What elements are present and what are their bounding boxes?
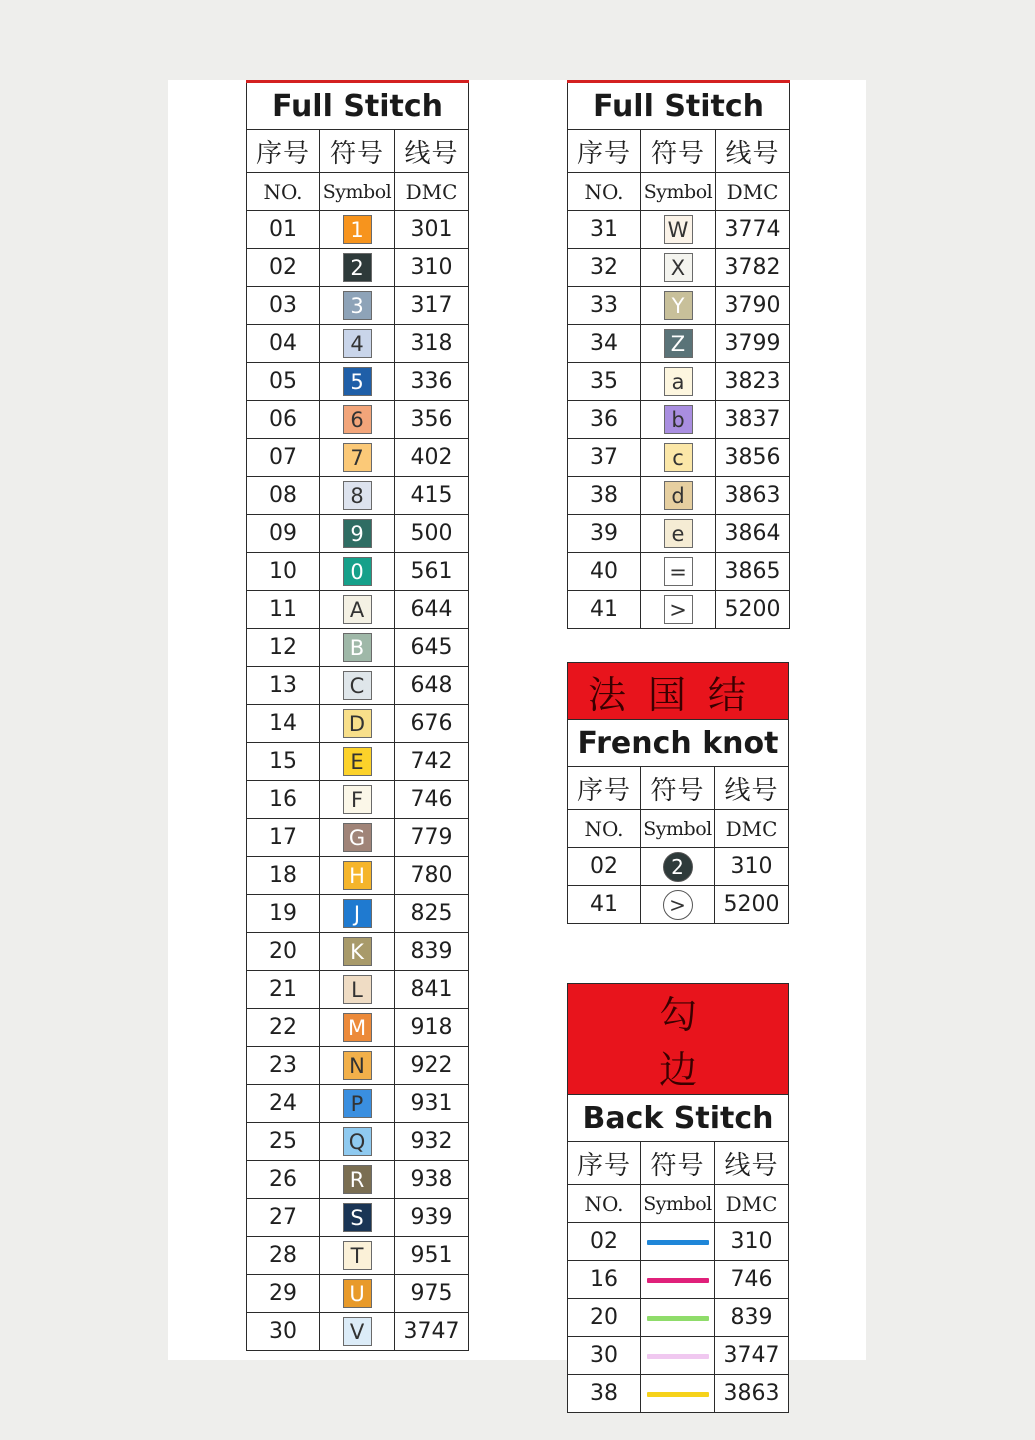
table-row bbox=[568, 848, 789, 886]
table-row bbox=[247, 477, 469, 515]
row-symbol-cell bbox=[320, 1237, 395, 1275]
row-symbol-cell bbox=[320, 287, 395, 325]
row-dmc: 839 bbox=[395, 933, 469, 971]
row-number: 02 bbox=[568, 1223, 641, 1261]
row-symbol-cell bbox=[320, 1161, 395, 1199]
row-dmc: 939 bbox=[395, 1199, 469, 1237]
symbol-swatch: U bbox=[343, 1279, 372, 1308]
row-number: 16 bbox=[247, 781, 320, 819]
row-number: 32 bbox=[568, 249, 641, 287]
header-symbol-cn: 符号 bbox=[320, 130, 395, 173]
symbol-swatch: L bbox=[343, 975, 372, 1004]
row-dmc: 779 bbox=[395, 819, 469, 857]
table-row bbox=[247, 857, 469, 895]
header-symbol-en: Symbol bbox=[641, 173, 716, 211]
row-number: 29 bbox=[247, 1275, 320, 1313]
header-dmc-cn: 线号 bbox=[715, 767, 789, 810]
row-dmc: 336 bbox=[395, 363, 469, 401]
table-row bbox=[568, 325, 790, 363]
row-number: 03 bbox=[247, 287, 320, 325]
table-row bbox=[247, 1237, 469, 1275]
table-row bbox=[568, 553, 790, 591]
row-dmc: 310 bbox=[715, 848, 789, 886]
row-number: 19 bbox=[247, 895, 320, 933]
row-dmc: 3823 bbox=[716, 363, 790, 401]
symbol-swatch: Q bbox=[343, 1127, 372, 1156]
symbol-swatch: A bbox=[343, 595, 372, 624]
row-symbol-cell bbox=[320, 1313, 395, 1351]
symbol-swatch: 3 bbox=[343, 291, 372, 320]
row-number: 30 bbox=[568, 1337, 641, 1375]
symbol-swatch: P bbox=[343, 1089, 372, 1118]
table-row bbox=[247, 553, 469, 591]
symbol-swatch: X bbox=[664, 253, 693, 282]
row-symbol-cell bbox=[320, 591, 395, 629]
table-title: Full Stitch bbox=[568, 82, 790, 130]
row-number: 02 bbox=[568, 848, 641, 886]
row-number: 38 bbox=[568, 1375, 641, 1413]
row-dmc: 951 bbox=[395, 1237, 469, 1275]
row-number: 11 bbox=[247, 591, 320, 629]
row-number: 20 bbox=[568, 1299, 641, 1337]
row-symbol-cell bbox=[320, 553, 395, 591]
row-symbol-cell bbox=[320, 249, 395, 287]
symbol-swatch: > bbox=[664, 595, 693, 624]
row-dmc: 301 bbox=[395, 211, 469, 249]
symbol-swatch: 5 bbox=[343, 367, 372, 396]
row-symbol-cell bbox=[641, 401, 716, 439]
row-dmc: 3865 bbox=[716, 553, 790, 591]
row-line-cell bbox=[641, 1299, 715, 1337]
row-number: 36 bbox=[568, 401, 641, 439]
header-dmc-en: DMC bbox=[395, 173, 469, 211]
row-symbol-cell bbox=[641, 477, 716, 515]
row-dmc: 310 bbox=[715, 1223, 789, 1261]
table-row bbox=[247, 971, 469, 1009]
row-number: 39 bbox=[568, 515, 641, 553]
row-symbol-cell bbox=[320, 933, 395, 971]
header-dmc-en: DMC bbox=[716, 173, 790, 211]
row-number: 05 bbox=[247, 363, 320, 401]
table-row bbox=[568, 439, 790, 477]
row-symbol-cell bbox=[641, 363, 716, 401]
row-symbol-cell bbox=[320, 211, 395, 249]
table-row bbox=[247, 249, 469, 287]
symbol-swatch: K bbox=[343, 937, 372, 966]
symbol-swatch: F bbox=[343, 785, 372, 814]
table-row bbox=[247, 363, 469, 401]
table-row bbox=[247, 895, 469, 933]
symbol-swatch: H bbox=[343, 861, 372, 890]
table-row bbox=[247, 1275, 469, 1313]
row-number: 10 bbox=[247, 553, 320, 591]
table-row bbox=[247, 743, 469, 781]
row-number: 21 bbox=[247, 971, 320, 1009]
row-symbol-cell bbox=[320, 325, 395, 363]
symbol-swatch: E bbox=[343, 747, 372, 776]
row-dmc: 500 bbox=[395, 515, 469, 553]
table-row bbox=[247, 591, 469, 629]
header-no-cn: 序号 bbox=[568, 767, 641, 810]
row-dmc: 676 bbox=[395, 705, 469, 743]
row-symbol-cell bbox=[641, 211, 716, 249]
row-symbol-cell bbox=[641, 553, 716, 591]
symbol-swatch: e bbox=[664, 519, 693, 548]
row-number: 23 bbox=[247, 1047, 320, 1085]
symbol-swatch: V bbox=[343, 1317, 372, 1346]
back-stitch-title-cn: 勾边 bbox=[568, 984, 789, 1095]
row-symbol-cell bbox=[641, 848, 715, 886]
header-dmc-cn: 线号 bbox=[716, 130, 790, 173]
row-symbol-cell bbox=[320, 895, 395, 933]
header-no-cn: 序号 bbox=[247, 130, 320, 173]
symbol-swatch: N bbox=[343, 1051, 372, 1080]
row-dmc: 3856 bbox=[716, 439, 790, 477]
row-symbol-cell bbox=[320, 1009, 395, 1047]
header-no-cn: 序号 bbox=[568, 130, 641, 173]
row-dmc: 5200 bbox=[716, 591, 790, 629]
back-stitch-table bbox=[567, 983, 789, 1413]
row-number: 01 bbox=[247, 211, 320, 249]
row-symbol-cell bbox=[641, 325, 716, 363]
header-symbol-en: Symbol bbox=[641, 1185, 715, 1223]
header-symbol-cn: 符号 bbox=[641, 1142, 715, 1185]
header-no-en: NO. bbox=[568, 810, 641, 848]
symbol-swatch: 6 bbox=[343, 405, 372, 434]
row-number: 41 bbox=[568, 886, 641, 924]
header-symbol-cn: 符号 bbox=[641, 130, 716, 173]
header-symbol-en: Symbol bbox=[641, 810, 715, 848]
table-row bbox=[247, 1199, 469, 1237]
header-dmc-cn: 线号 bbox=[715, 1142, 789, 1185]
symbol-swatch: 8 bbox=[343, 481, 372, 510]
row-symbol-cell bbox=[641, 591, 716, 629]
row-number: 18 bbox=[247, 857, 320, 895]
row-dmc: 825 bbox=[395, 895, 469, 933]
table-row bbox=[568, 591, 790, 629]
row-dmc: 5200 bbox=[715, 886, 789, 924]
row-dmc: 841 bbox=[395, 971, 469, 1009]
stitch-line bbox=[647, 1278, 709, 1283]
symbol-swatch: G bbox=[343, 823, 372, 852]
header-dmc-cn: 线号 bbox=[395, 130, 469, 173]
symbol-swatch: 7 bbox=[343, 443, 372, 472]
row-symbol-cell bbox=[320, 819, 395, 857]
symbol-swatch: J bbox=[343, 899, 372, 928]
table-row bbox=[247, 211, 469, 249]
row-symbol-cell bbox=[641, 886, 715, 924]
table-row bbox=[247, 515, 469, 553]
knot-symbol: 2 bbox=[663, 852, 693, 882]
row-dmc: 780 bbox=[395, 857, 469, 895]
row-symbol-cell bbox=[320, 1047, 395, 1085]
table-row bbox=[247, 705, 469, 743]
row-symbol-cell bbox=[641, 287, 716, 325]
row-number: 22 bbox=[247, 1009, 320, 1047]
symbol-swatch: 4 bbox=[343, 329, 372, 358]
header-no-en: NO. bbox=[568, 173, 641, 211]
row-symbol-cell bbox=[320, 971, 395, 1009]
row-symbol-cell bbox=[320, 857, 395, 895]
row-dmc: 3863 bbox=[716, 477, 790, 515]
symbol-swatch: = bbox=[664, 557, 693, 586]
table-row bbox=[247, 1047, 469, 1085]
row-number: 25 bbox=[247, 1123, 320, 1161]
table-row bbox=[247, 1313, 469, 1351]
row-number: 17 bbox=[247, 819, 320, 857]
row-symbol-cell bbox=[320, 705, 395, 743]
row-number: 33 bbox=[568, 287, 641, 325]
row-number: 14 bbox=[247, 705, 320, 743]
symbol-swatch: R bbox=[343, 1165, 372, 1194]
symbol-swatch: B bbox=[343, 633, 372, 662]
symbol-swatch: 0 bbox=[343, 557, 372, 586]
row-dmc: 561 bbox=[395, 553, 469, 591]
row-dmc: 3747 bbox=[395, 1313, 469, 1351]
row-dmc: 415 bbox=[395, 477, 469, 515]
row-symbol-cell bbox=[320, 743, 395, 781]
row-symbol-cell bbox=[320, 477, 395, 515]
row-number: 04 bbox=[247, 325, 320, 363]
row-number: 28 bbox=[247, 1237, 320, 1275]
table-row bbox=[247, 667, 469, 705]
row-symbol-cell bbox=[320, 363, 395, 401]
row-dmc: 3799 bbox=[716, 325, 790, 363]
row-number: 09 bbox=[247, 515, 320, 553]
row-symbol-cell bbox=[320, 439, 395, 477]
row-line-cell bbox=[641, 1261, 715, 1299]
row-dmc: 310 bbox=[395, 249, 469, 287]
table-row bbox=[568, 515, 790, 553]
stitch-line bbox=[647, 1240, 709, 1245]
row-dmc: 3837 bbox=[716, 401, 790, 439]
table-row bbox=[247, 1161, 469, 1199]
row-number: 20 bbox=[247, 933, 320, 971]
header-no-en: NO. bbox=[247, 173, 320, 211]
row-dmc: 746 bbox=[395, 781, 469, 819]
row-symbol-cell bbox=[641, 249, 716, 287]
row-dmc: 318 bbox=[395, 325, 469, 363]
row-dmc: 746 bbox=[715, 1261, 789, 1299]
full-stitch-table-right bbox=[567, 80, 790, 629]
table-row bbox=[568, 287, 790, 325]
row-symbol-cell bbox=[320, 401, 395, 439]
row-number: 15 bbox=[247, 743, 320, 781]
row-dmc: 3782 bbox=[716, 249, 790, 287]
header-no-cn: 序号 bbox=[568, 1142, 641, 1185]
table-row bbox=[247, 1009, 469, 1047]
row-number: 30 bbox=[247, 1313, 320, 1351]
table-title: Full Stitch bbox=[247, 82, 469, 130]
header-symbol-en: Symbol bbox=[320, 173, 395, 211]
row-dmc: 918 bbox=[395, 1009, 469, 1047]
symbol-swatch: S bbox=[343, 1203, 372, 1232]
header-symbol-cn: 符号 bbox=[641, 767, 715, 810]
row-symbol-cell bbox=[641, 439, 716, 477]
knot-symbol: > bbox=[663, 890, 693, 920]
row-dmc: 356 bbox=[395, 401, 469, 439]
table-row bbox=[568, 249, 790, 287]
row-line-cell bbox=[641, 1337, 715, 1375]
row-symbol-cell bbox=[320, 1199, 395, 1237]
table-row bbox=[568, 1375, 789, 1413]
table-row bbox=[247, 629, 469, 667]
row-number: 02 bbox=[247, 249, 320, 287]
row-number: 06 bbox=[247, 401, 320, 439]
row-dmc: 742 bbox=[395, 743, 469, 781]
symbol-swatch: T bbox=[343, 1241, 372, 1270]
row-symbol-cell bbox=[320, 667, 395, 705]
row-number: 38 bbox=[568, 477, 641, 515]
row-dmc: 648 bbox=[395, 667, 469, 705]
row-dmc: 932 bbox=[395, 1123, 469, 1161]
symbol-swatch: c bbox=[664, 443, 693, 472]
symbol-swatch: b bbox=[664, 405, 693, 434]
row-dmc: 317 bbox=[395, 287, 469, 325]
table-row bbox=[568, 401, 790, 439]
table-row bbox=[247, 1085, 469, 1123]
row-symbol-cell bbox=[641, 515, 716, 553]
row-number: 31 bbox=[568, 211, 641, 249]
row-dmc: 922 bbox=[395, 1047, 469, 1085]
table-row bbox=[568, 211, 790, 249]
symbol-swatch: Y bbox=[664, 291, 693, 320]
table-row bbox=[247, 781, 469, 819]
row-number: 08 bbox=[247, 477, 320, 515]
row-dmc: 645 bbox=[395, 629, 469, 667]
back-stitch-title-en: Back Stitch bbox=[568, 1095, 789, 1142]
row-dmc: 931 bbox=[395, 1085, 469, 1123]
row-line-cell bbox=[641, 1375, 715, 1413]
table-row bbox=[568, 363, 790, 401]
symbol-swatch: W bbox=[664, 215, 693, 244]
french-knot-table bbox=[567, 662, 789, 924]
row-symbol-cell bbox=[320, 1275, 395, 1313]
table-row bbox=[247, 287, 469, 325]
row-symbol-cell bbox=[320, 515, 395, 553]
row-number: 27 bbox=[247, 1199, 320, 1237]
row-dmc: 3774 bbox=[716, 211, 790, 249]
symbol-swatch: C bbox=[343, 671, 372, 700]
row-number: 13 bbox=[247, 667, 320, 705]
table-row bbox=[247, 325, 469, 363]
row-dmc: 839 bbox=[715, 1299, 789, 1337]
header-no-en: NO. bbox=[568, 1185, 641, 1223]
row-number: 24 bbox=[247, 1085, 320, 1123]
row-number: 07 bbox=[247, 439, 320, 477]
row-dmc: 938 bbox=[395, 1161, 469, 1199]
row-dmc: 3747 bbox=[715, 1337, 789, 1375]
header-dmc-en: DMC bbox=[715, 1185, 789, 1223]
french-knot-title-en: French knot bbox=[568, 720, 789, 767]
table-row bbox=[568, 1337, 789, 1375]
row-dmc: 3864 bbox=[716, 515, 790, 553]
row-number: 26 bbox=[247, 1161, 320, 1199]
row-dmc: 644 bbox=[395, 591, 469, 629]
symbol-swatch: D bbox=[343, 709, 372, 738]
stitch-line bbox=[647, 1316, 709, 1321]
row-number: 12 bbox=[247, 629, 320, 667]
table-row bbox=[247, 401, 469, 439]
row-dmc: 975 bbox=[395, 1275, 469, 1313]
row-symbol-cell bbox=[320, 629, 395, 667]
symbol-swatch: 1 bbox=[343, 215, 372, 244]
row-number: 16 bbox=[568, 1261, 641, 1299]
row-symbol-cell bbox=[320, 781, 395, 819]
symbol-swatch: d bbox=[664, 481, 693, 510]
row-number: 35 bbox=[568, 363, 641, 401]
row-dmc: 3863 bbox=[715, 1375, 789, 1413]
row-dmc: 3790 bbox=[716, 287, 790, 325]
stitch-line bbox=[647, 1354, 709, 1359]
row-dmc: 402 bbox=[395, 439, 469, 477]
table-row bbox=[247, 1123, 469, 1161]
symbol-swatch: M bbox=[343, 1013, 372, 1042]
symbol-swatch: 2 bbox=[343, 253, 372, 282]
header-dmc-en: DMC bbox=[715, 810, 789, 848]
row-line-cell bbox=[641, 1223, 715, 1261]
table-row bbox=[247, 933, 469, 971]
table-row bbox=[568, 1261, 789, 1299]
row-symbol-cell bbox=[320, 1085, 395, 1123]
row-number: 37 bbox=[568, 439, 641, 477]
table-row bbox=[568, 1299, 789, 1337]
full-stitch-table-left bbox=[246, 80, 469, 1351]
row-symbol-cell bbox=[320, 1123, 395, 1161]
row-number: 40 bbox=[568, 553, 641, 591]
table-row bbox=[247, 819, 469, 857]
symbol-swatch: Z bbox=[664, 329, 693, 358]
symbol-swatch: a bbox=[664, 367, 693, 396]
symbol-swatch: 9 bbox=[343, 519, 372, 548]
french-knot-title-cn: 法国结 bbox=[568, 663, 789, 720]
table-row bbox=[247, 439, 469, 477]
table-row bbox=[568, 886, 789, 924]
row-number: 34 bbox=[568, 325, 641, 363]
table-row bbox=[568, 477, 790, 515]
table-row bbox=[568, 1223, 789, 1261]
row-number: 41 bbox=[568, 591, 641, 629]
stitch-line bbox=[647, 1392, 709, 1397]
